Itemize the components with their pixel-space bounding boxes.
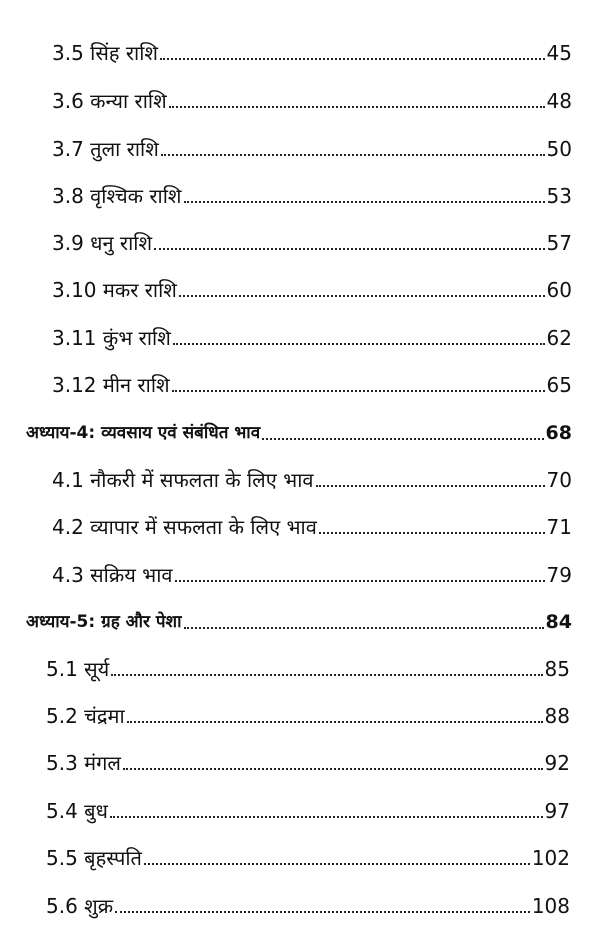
toc-entry-page: 65 <box>546 373 572 397</box>
toc-entry-page: 92 <box>544 751 570 775</box>
toc-entry-page: 102 <box>531 846 570 870</box>
dot-leader <box>127 721 543 723</box>
dot-leader <box>169 106 545 108</box>
toc-entry-label: 5.5 बृहस्पति <box>46 846 142 870</box>
dot-leader <box>184 627 544 629</box>
dot-leader <box>316 485 545 487</box>
toc-entry-page: 60 <box>546 278 572 302</box>
toc-entry-page: 79 <box>546 563 572 587</box>
toc-entry-label: 5.1 सूर्य <box>46 657 110 681</box>
toc-entry-page: 45 <box>546 41 572 65</box>
toc-entry-3-7 <box>52 136 572 162</box>
dot-leader <box>184 201 545 203</box>
dot-leader <box>175 580 545 582</box>
toc-entry-label: 3.9 धनु राशि <box>52 231 153 255</box>
toc-entry-label: 4.3 सक्रिय भाव <box>52 563 173 587</box>
toc-chapter-label: अध्याय-4: व्यवसाय एवं संबंधित भाव <box>26 423 261 443</box>
dot-leader <box>161 154 545 156</box>
toc-entry-page: 97 <box>544 799 570 823</box>
toc-entry-5-2 <box>46 703 570 729</box>
toc-entry-page: 88 <box>544 704 570 728</box>
toc-entry-page: 70 <box>546 468 572 492</box>
dot-leader <box>123 768 543 770</box>
toc-entry-label: 5.2 चंद्रमा <box>46 704 125 728</box>
toc-entry-5-1 <box>46 656 570 682</box>
toc-entry-label: 3.5 सिंह राशि <box>52 41 158 65</box>
toc-entry-page: 71 <box>546 515 572 539</box>
toc-entry-5-5 <box>46 845 570 871</box>
toc-entry-page: 48 <box>546 89 572 113</box>
toc-entry-3-6 <box>52 88 572 114</box>
toc-entry-label: 3.12 मीन राशि <box>52 373 170 397</box>
dot-leader <box>110 816 543 818</box>
toc-entry-3-12 <box>52 372 572 398</box>
toc-entry-4-3 <box>52 562 572 588</box>
toc-entry-label: 3.11 कुंभ राशि <box>52 326 171 350</box>
toc-entry-label: 3.7 तुला राशि <box>52 137 159 161</box>
toc-entry-page: 53 <box>546 184 572 208</box>
toc-chapter-5 <box>26 609 572 635</box>
dot-leader <box>262 438 543 440</box>
toc-chapter-4 <box>26 420 572 446</box>
toc-chapter-page: 84 <box>545 611 572 633</box>
toc-entry-label: 5.4 बुध <box>46 799 108 823</box>
dot-leader <box>179 295 545 297</box>
toc-entry-page: 108 <box>531 894 570 918</box>
dot-leader <box>111 674 542 676</box>
toc-entry-3-10 <box>52 277 572 303</box>
toc-entry-label: 3.6 कन्या राशि <box>52 89 167 113</box>
toc-chapter-page: 68 <box>545 422 572 444</box>
toc-entry-3-11 <box>52 325 572 351</box>
toc-entry-3-9 <box>52 230 572 256</box>
toc-entry-5-4 <box>46 798 570 824</box>
dot-leader <box>144 863 530 865</box>
toc-entry-page: 62 <box>546 326 572 350</box>
toc-entry-label: 4.1 नौकरी में सफलता के लिए भाव <box>52 468 314 492</box>
toc-entry-4-1 <box>52 467 572 493</box>
toc-entry-page: 57 <box>546 231 572 255</box>
toc-entry-label: 4.2 व्यापार में सफलता के लिए भाव <box>52 515 317 539</box>
toc-entry-label: 5.3 मंगल <box>46 751 121 775</box>
toc-chapter-label: अध्याय-5: ग्रह और पेशा <box>26 612 182 632</box>
toc-entry-5-3 <box>46 750 570 776</box>
toc-entry-4-2 <box>52 514 572 540</box>
toc-entry-page: 85 <box>544 657 570 681</box>
toc-entry-page: 50 <box>546 137 572 161</box>
dot-leader <box>154 248 544 250</box>
toc-entry-3-5 <box>52 40 572 66</box>
toc-entry-3-8 <box>52 183 572 209</box>
dot-leader <box>319 532 545 534</box>
dot-leader <box>115 911 530 913</box>
toc-entry-label: 3.8 वृश्चिक राशि <box>52 184 182 208</box>
toc-entry-label: 3.10 मकर राशि <box>52 278 177 302</box>
dot-leader <box>173 343 545 345</box>
dot-leader <box>160 58 545 60</box>
dot-leader <box>172 390 545 392</box>
toc-entry-label: 5.6 शुक्र <box>46 894 114 918</box>
toc-entry-5-6 <box>46 893 570 919</box>
